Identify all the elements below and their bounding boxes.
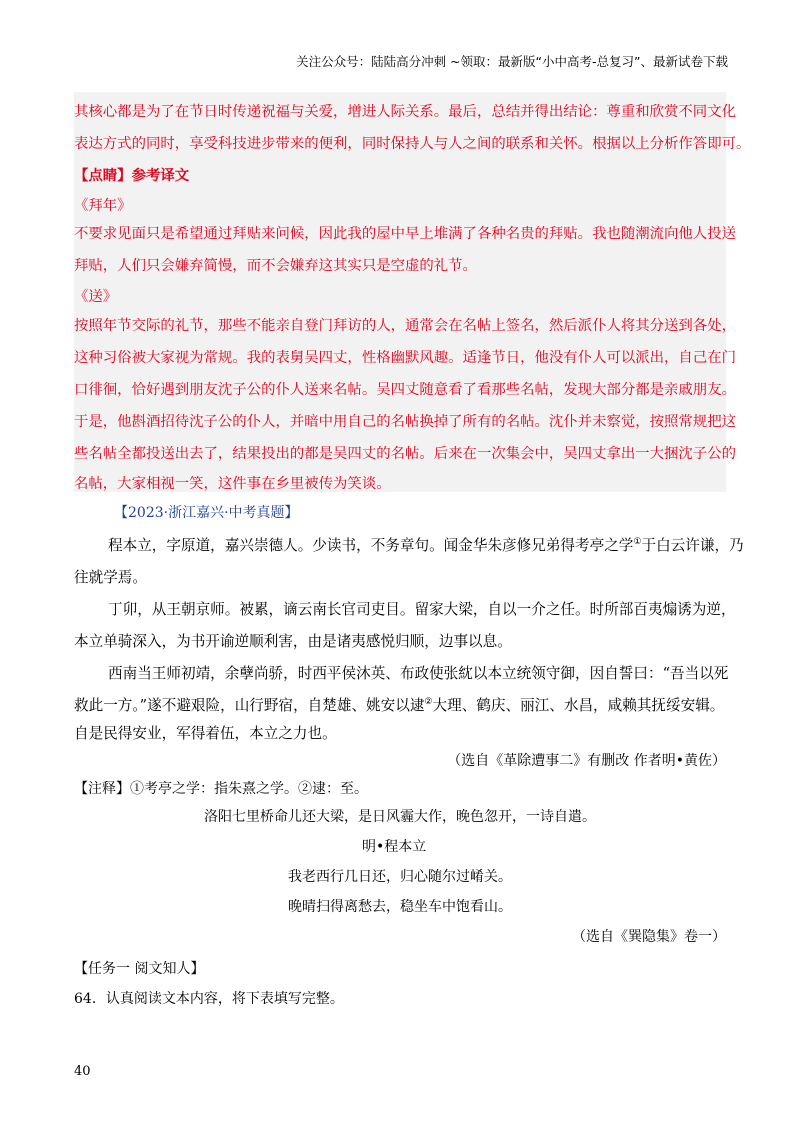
- answer-line-1: 其核心都是为了在节日时传递祝福与关爱，增进人际关系。最后，总结并得出结论：尊重和欣赏不同文化: [74, 104, 736, 120]
- tip-label: 【点睛】参考译文: [74, 167, 190, 184]
- task-title: 【任务一 阅文知人】: [74, 961, 205, 977]
- poem1-title: 《拜年》: [74, 198, 132, 214]
- poem-line-2: 晚晴扫得离愁去，稳坐车中饱看山。: [288, 899, 512, 915]
- passage-para2-line1: 丁卯，从王朝京师。被累，谪云南长官司吏目。留家大梁，自以一介之任。时所部百夷煽诱为逆，: [108, 601, 736, 618]
- passage-para1-line2: 往就学焉。: [74, 569, 147, 586]
- notes: 【注释】①考亭之学：指朱熹之学。②逮：至。: [74, 781, 368, 797]
- answer-line-2: 表达方式的同时，享受科技进步带来的便利，同时保持人与人之间的联系和关怀。根据以上分析作答即可。: [74, 136, 751, 152]
- passage-para3-line2: 救此一方。”遂不避艰险，山行野宿，自楚雄、姚安以逮②大理、鹤庆、丽江、水昌，咸赖其抚绥安辑。: [74, 697, 725, 714]
- exam-source-title: 【2023·浙江嘉兴·中考真题】: [114, 505, 299, 521]
- poem2-line-2: 这种习俗被大家视为常规。我的表舅吴四丈，性格幽默风趣。适逢节日，他没有仆人可以派出，自己在门: [74, 350, 736, 366]
- poem2-line-6: 名帖，大家相视一笑，这件事在乡里被传为笑谈。: [74, 476, 391, 492]
- poem-author: 明•程本立: [362, 839, 427, 855]
- question-64: 64．认真阅读文本内容，将下表填写完整。: [74, 991, 344, 1007]
- poem2-title: 《送》: [74, 289, 118, 305]
- note-mark-2: ②: [424, 697, 433, 708]
- poem-preface: 洛阳七里桥命儿还大梁，是日风霾大作，晚色忽开，一诗自遣。: [204, 809, 596, 825]
- page-header: 关注公众号：陆陆高分冲刺 ~领取：最新版“小中高考-总复习”、最新试卷下载: [296, 54, 728, 69]
- poem-line-1: 我老西行几日还，归心随尔过崤关。: [288, 869, 512, 885]
- passage-para3-line1: 西南当王师初靖，余孽尚骄，时西平侯沐英、布政使张紞以本立统领守御，因自誓曰：“吾当以死: [108, 665, 729, 682]
- passage-para3-line3: 自是民得安业，军得着伍，本立之力也。: [74, 725, 337, 742]
- poem2-line-4: 于是，他斟酒招待沈子公的仆人，并暗中用自己的名帖换掉了所有的名帖。沈仆并未察觉，按照常规把这: [74, 414, 736, 430]
- passage-para1-line1: 程本立，字原道，嘉兴崇德人。少读书，不务章句。闻金华朱彦修兄弟得考亭之学①于白云许谦，乃: [108, 537, 744, 554]
- passage-para2-line2: 本立单骑深入，为书开谕逆顺利害，由是诸夷感悦归顺，边事以息。: [74, 633, 512, 650]
- passage-source: （选自《革除遭事二》有删改 作者明•黄佐）: [447, 753, 726, 769]
- poem1-line-1: 不要求见面只是希望通过拜贴来问候，因此我的屋中早上堆满了各种名贵的拜贴。我也随潮流向他人投送: [74, 226, 736, 242]
- poem1-line-2: 拜贴，人们只会嫌弃简慢，而不会嫌弃这其实只是空虚的礼节。: [74, 258, 477, 274]
- poem-source: （选自《巽隐集》卷一）: [572, 929, 726, 945]
- poem2-line-1: 按照年节交际的礼节，那些不能亲自登门拜访的人，通常会在名帖上签名，然后派仆人将其分送到各处，: [74, 318, 736, 334]
- poem2-line-5: 些名帖全都投送出去了，结果投出的都是吴四丈的名帖。后来在一次集会中，吴四丈拿出一大捆沈子公的: [74, 446, 736, 462]
- poem2-line-3: 口徘徊，恰好遇到朋友沈子公的仆人送来名帖。吴四丈随意看了看那些名帖，发现大部分都是亲戚朋友。: [74, 382, 736, 398]
- page-number: 40: [74, 1064, 91, 1079]
- note-mark-1: ①: [633, 537, 642, 548]
